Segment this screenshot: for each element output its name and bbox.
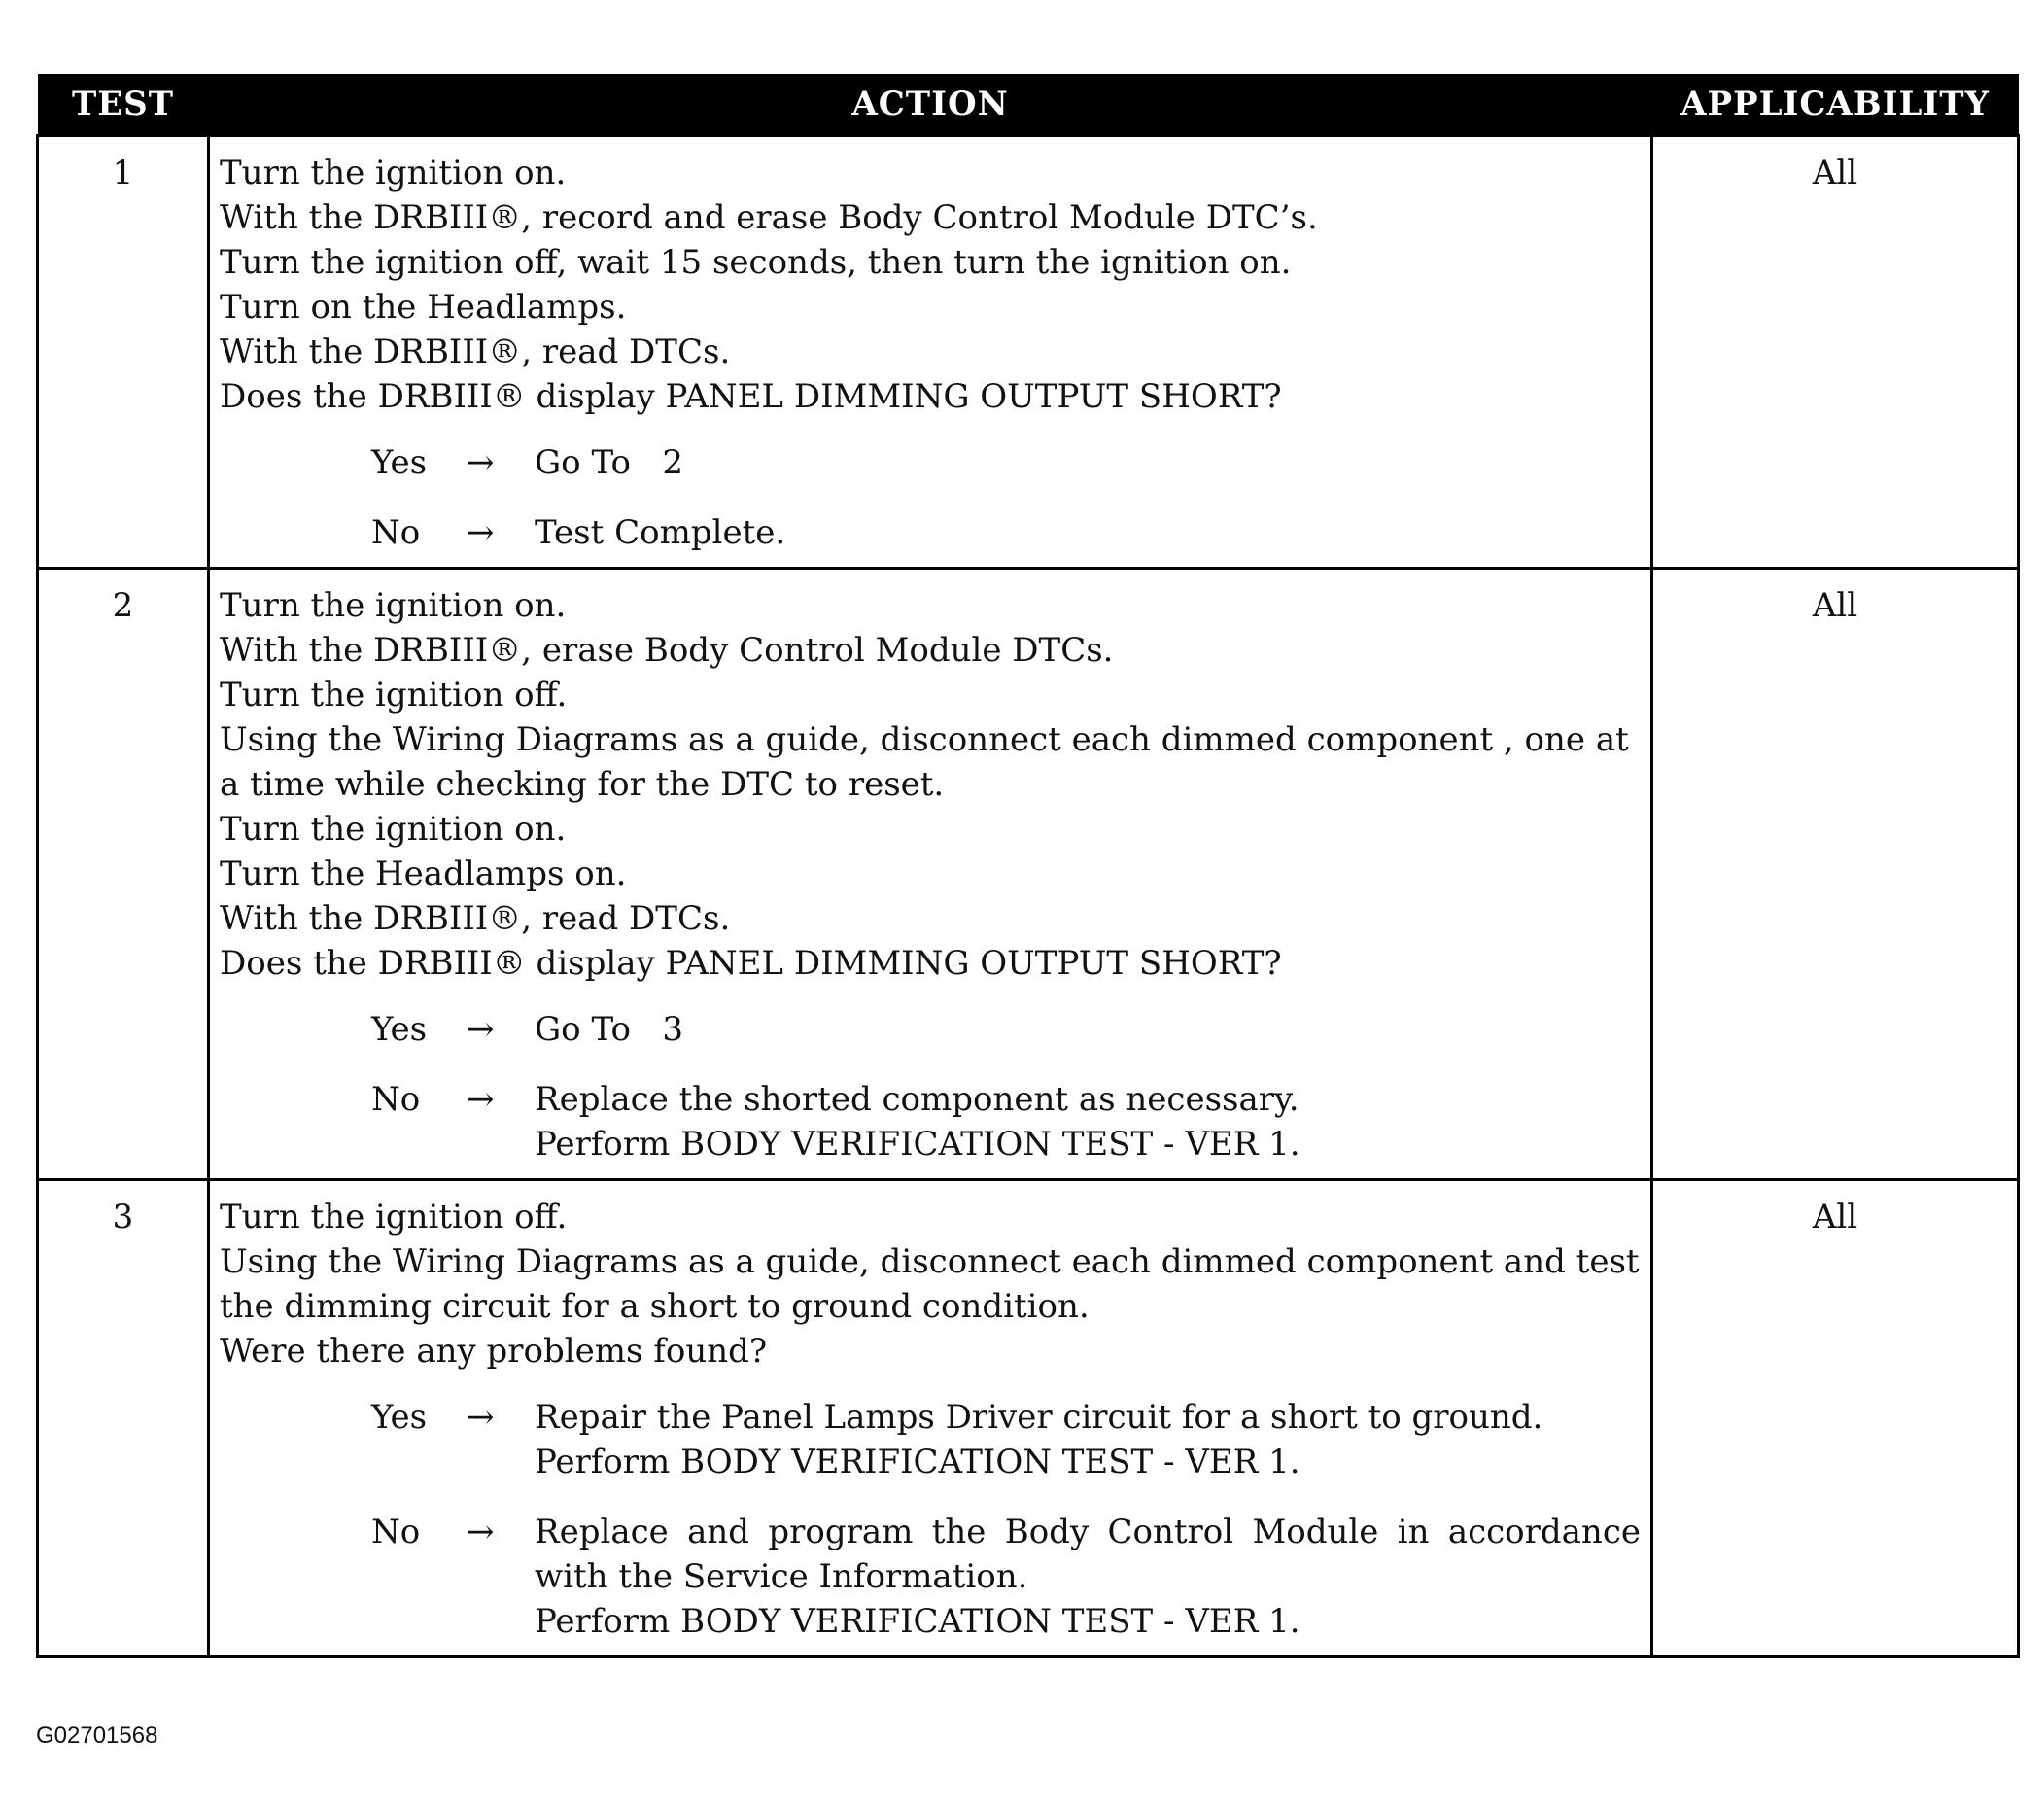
table-row xyxy=(38,1180,2019,1657)
right-arrow-icon: → xyxy=(467,513,495,552)
outcome-instruction xyxy=(535,440,1641,485)
applicability-value: All xyxy=(1652,1180,2019,1657)
outcome-label: No xyxy=(371,513,421,552)
header-action: ACTION xyxy=(209,74,1652,136)
outcome-no xyxy=(220,1077,1641,1167)
outcome-list xyxy=(220,1007,1641,1167)
outcome-line: Perform BODY VERIFICATION TEST - VER 1. xyxy=(535,1602,1300,1641)
action-step: Turn the ignition on. xyxy=(220,810,567,849)
right-arrow-icon: → xyxy=(467,1080,495,1119)
action-step: Turn on the Headlamps. xyxy=(220,288,627,327)
figure-id: G02701568 xyxy=(36,1723,158,1749)
outcome-list xyxy=(220,440,1641,555)
action-cell xyxy=(209,136,1652,569)
outcome-instruction xyxy=(535,1395,1641,1484)
test-number: 1 xyxy=(38,136,209,569)
action-step: Turn the ignition on. xyxy=(220,154,567,192)
action-step: Turn the Headlamps on. xyxy=(220,854,627,893)
outcome-yes xyxy=(220,1395,1641,1484)
outcome-line: Replace the shorted component as necessary. xyxy=(535,1080,1299,1119)
outcome-line: Go To 3 xyxy=(535,1010,683,1049)
outcome-label: No xyxy=(371,1080,421,1119)
outcome-label: No xyxy=(371,1513,421,1551)
outcome-yes xyxy=(220,1007,1641,1052)
outcome-label: Yes xyxy=(371,443,428,482)
table-row xyxy=(38,569,2019,1180)
applicability-value: All xyxy=(1652,569,2019,1180)
right-arrow-icon: → xyxy=(467,443,495,482)
outcome-yes xyxy=(220,440,1641,485)
action-step: Were there any problems found? xyxy=(220,1332,768,1371)
outcome-line: Repair the Panel Lamps Driver circuit for a short to ground. xyxy=(535,1398,1543,1437)
outcome-no xyxy=(220,510,1641,555)
action-step: With the DRBIII®, erase Body Control Module DTCs. xyxy=(220,631,1114,670)
outcome-label: Yes xyxy=(371,1398,428,1437)
action-cell xyxy=(209,1180,1652,1657)
outcome-no xyxy=(220,1510,1651,1644)
action-step: Turn the ignition off. xyxy=(220,676,568,714)
outcome-line: Test Complete. xyxy=(535,513,786,552)
right-arrow-icon: → xyxy=(467,1513,495,1551)
test-number: 3 xyxy=(38,1180,209,1657)
outcome-instruction xyxy=(535,1007,1641,1052)
outcome-instruction xyxy=(535,1077,1641,1167)
action-step: With the DRBIII®, read DTCs. xyxy=(220,332,731,371)
action-step: Does the DRBIII® display PANEL DIMMING OUTPUT SHORT? xyxy=(220,944,1282,983)
outcome-line: Perform BODY VERIFICATION TEST - VER 1. xyxy=(535,1443,1300,1481)
applicability-value: All xyxy=(1652,136,2019,569)
outcome-list xyxy=(220,1395,1651,1644)
action-step: Using the Wiring Diagrams as a guide, disconnect each dimmed component , one at a time while checking for the DTC to reset. xyxy=(220,720,1629,804)
action-step: Does the DRBIII® display PANEL DIMMING OUTPUT SHORT? xyxy=(220,377,1282,416)
diagnostic-test-table xyxy=(36,74,2020,1658)
outcome-line: Go To 2 xyxy=(535,443,683,482)
outcome-instruction xyxy=(535,1510,1651,1644)
outcome-label: Yes xyxy=(371,1010,428,1049)
action-step: Turn the ignition off, wait 15 seconds, then turn the ignition on. xyxy=(220,243,1292,282)
right-arrow-icon: → xyxy=(467,1010,495,1049)
header-test: TEST xyxy=(38,74,209,136)
action-step: Turn the ignition on. xyxy=(220,586,567,625)
action-step: With the DRBIII®, read DTCs. xyxy=(220,899,731,938)
table-row xyxy=(38,136,2019,569)
header-applicability: APPLICABILITY xyxy=(1652,74,2019,136)
action-step: Turn the ignition off. xyxy=(220,1198,568,1236)
action-step: Using the Wiring Diagrams as a guide, disconnect each dimmed component and test the dimming circuit for a short to ground condition. xyxy=(220,1242,1640,1326)
test-number: 2 xyxy=(38,569,209,1180)
table-body xyxy=(38,136,2019,1657)
action-cell xyxy=(209,569,1652,1180)
outcome-instruction xyxy=(535,510,1641,555)
right-arrow-icon: → xyxy=(467,1398,495,1437)
table-header-row xyxy=(38,74,2019,136)
outcome-line: Replace and program the Body Control Module in accordance with the Service Information. xyxy=(535,1513,1651,1596)
action-step: With the DRBIII®, record and erase Body Control Module DTC’s. xyxy=(220,198,1318,237)
outcome-line: Perform BODY VERIFICATION TEST - VER 1. xyxy=(535,1125,1300,1164)
diagnostic-page xyxy=(36,74,2017,1658)
